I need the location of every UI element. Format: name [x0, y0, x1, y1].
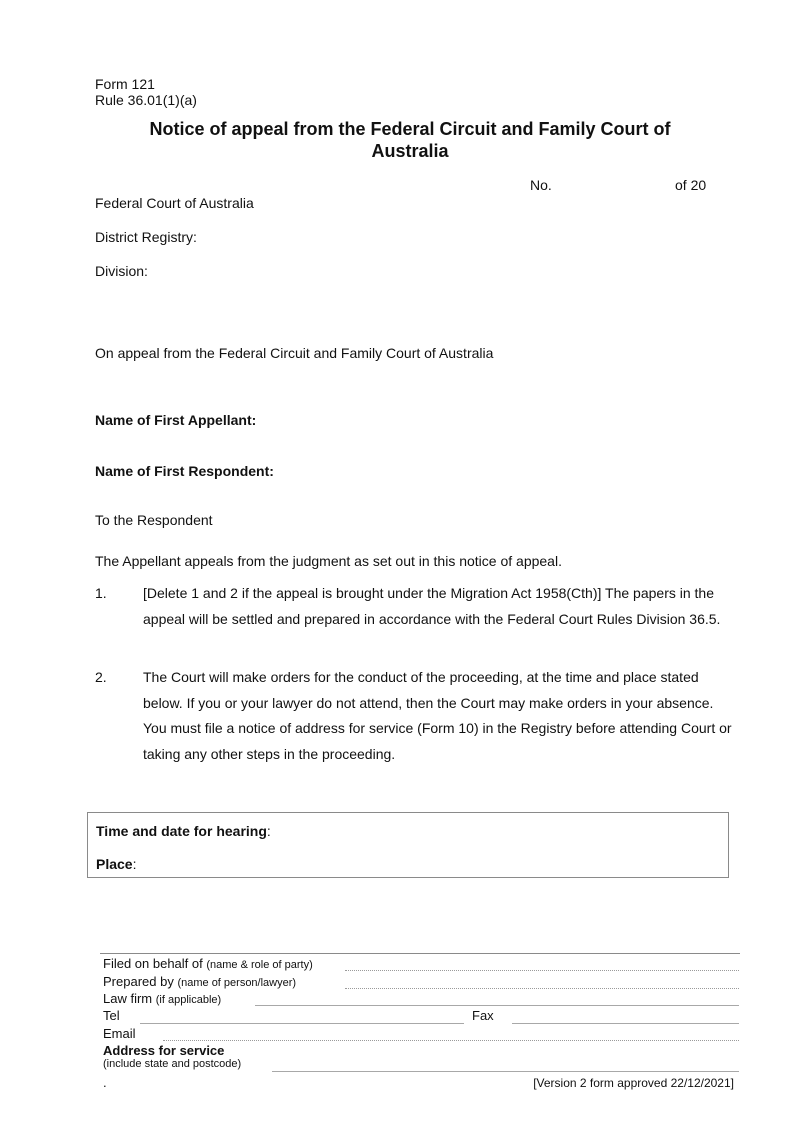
hearing-place [96, 856, 136, 872]
court-name: Federal Court of Australia [95, 195, 254, 211]
law-firm-hint: (if applicable) [155, 994, 222, 1006]
appeal-from: On appeal from the Federal Circuit and Family Court of Australia [95, 345, 494, 361]
filed-on-behalf-of-label [103, 956, 313, 973]
form-header [95, 76, 197, 108]
footer-divider [100, 953, 740, 954]
to-respondent: To the Respondent [95, 512, 213, 528]
footer-dot: . [103, 1075, 107, 1090]
division-field[interactable] [160, 263, 460, 279]
item-text: The Court will make orders for the conduct of the proceeding, at the time and place stated below. If you or your lawyer do not attend, then the Court may make orders in your absence. You must file a notice of address for service (Form 10) in the Registry before attending Court or taking any other steps in the proceeding. [143, 669, 732, 762]
hearing-place-label: Place [96, 856, 133, 872]
prepared-by-text: Prepared by [103, 974, 174, 989]
title-line-1: Notice of appeal from the Federal Circuit and Family Court of [149, 119, 671, 139]
filed-on-behalf-of-line [345, 970, 739, 971]
title-line-2: Australia [371, 141, 449, 161]
colon: : [132, 856, 137, 872]
hearing-time-date [96, 823, 271, 839]
prepared-by-label [103, 974, 296, 991]
hearing-details-box [87, 812, 729, 878]
prepared-by-hint: (name of person/lawyer) [177, 977, 297, 989]
form-version: [Version 2 form approved 22/12/2021] [533, 1076, 734, 1090]
appeal-intro: The Appellant appeals from the judgment as set out in this notice of appeal. [95, 553, 562, 569]
filed-on-behalf-of-text: Filed on behalf of [103, 956, 203, 971]
item-text: [Delete 1 and 2 if the appeal is brought under the Migration Act 1958(Cth)] The papers in the appeal will be settled and prepared in accordance with the Federal Court Rules Division 36.5. [143, 585, 721, 627]
filed-on-behalf-of-field[interactable] [345, 958, 739, 970]
case-number-field[interactable] [568, 177, 668, 193]
tel-label: Tel [103, 1008, 120, 1023]
case-number-label: No. [530, 177, 552, 193]
fax-field[interactable] [512, 1010, 739, 1022]
form-number: Form 121 [95, 76, 155, 92]
address-for-service-field[interactable] [272, 1058, 739, 1070]
hearing-time-date-field[interactable] [283, 821, 713, 839]
rule-reference: Rule 36.01(1)(a) [95, 92, 197, 108]
document-title [95, 118, 725, 162]
tel-line [140, 1023, 464, 1024]
first-respondent-label: Name of First Respondent: [95, 463, 274, 479]
district-registry-field[interactable] [210, 229, 510, 245]
law-firm-line [255, 1005, 739, 1006]
email-label: Email [103, 1026, 136, 1041]
tel-field[interactable] [140, 1010, 464, 1022]
first-appellant-label: Name of First Appellant: [95, 412, 257, 428]
prepared-by-field[interactable] [345, 976, 739, 988]
fax-line [512, 1023, 739, 1024]
hearing-time-date-label: Time and date for hearing [96, 823, 267, 839]
item-number: 1. [95, 585, 107, 601]
fax-label: Fax [472, 1008, 494, 1023]
law-firm-text: Law firm [103, 991, 153, 1006]
law-firm-field[interactable] [255, 993, 739, 1005]
case-year-label: of 20 [675, 177, 707, 193]
hearing-place-field[interactable] [143, 854, 713, 872]
email-line [163, 1040, 739, 1041]
email-field[interactable] [163, 1028, 739, 1040]
district-registry-label: District Registry: [95, 229, 197, 245]
address-for-service-hint: (include state and postcode) [103, 1058, 242, 1070]
address-for-service-label: Address for service [103, 1043, 225, 1058]
division-label: Division: [95, 263, 148, 279]
filed-on-behalf-of-hint: (name & role of party) [206, 959, 313, 971]
address-for-service-line [272, 1071, 739, 1072]
colon: : [266, 823, 271, 839]
first-appellant-field[interactable] [275, 412, 715, 428]
item-number: 2. [95, 669, 107, 685]
prepared-by-line [345, 988, 739, 989]
law-firm-label [103, 991, 221, 1008]
first-respondent-field[interactable] [292, 463, 712, 479]
